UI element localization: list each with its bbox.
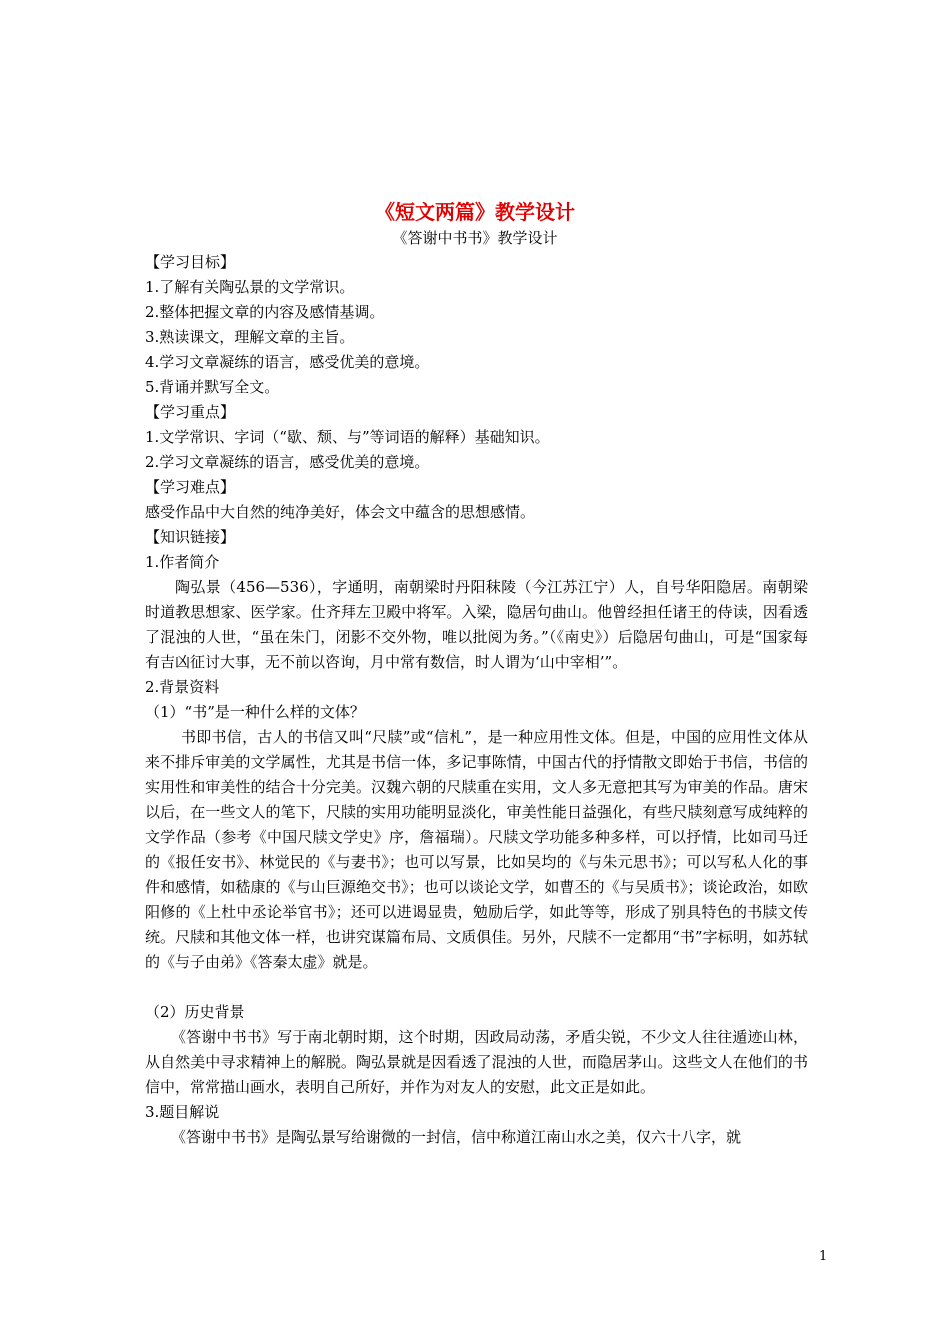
title-explain-paragraph: 《答谢中书书》是陶弘景写给谢微的一封信，信中称道江南山水之美，仅六十八字，就 xyxy=(171,1128,742,1146)
page-number: 1 xyxy=(819,1249,828,1264)
q2-paragraph: 《答谢中书书》写于南北朝时期，这个时期，因政局动荡，矛盾尖锐，不少文人往往遁迹山林，从自然美中寻求精神上的解脱。陶弘景就是因看透了混浊的人世，而隐居茅山。这些文人在他们的书信中，常常描山画水，表明自己所好，并作为对友人的安慰，此文正是如此。 xyxy=(145,1028,808,1096)
focus-item: 2.学习文章凝练的语言，感受优美的意境。 xyxy=(145,453,430,471)
author-paragraph: 陶弘景（456—536），字通明，南朝梁时丹阳秣陵（今江苏江宁）人，自号华阳隐居。南朝梁时道教思想家、医学家。仕齐拜左卫殿中将军。入梁，隐居句曲山。他曾经担任诸王的侍读，因看透了混浊的人世，“虽在朱门，闭影不交外物，唯以批阅为务。”（《南史》）后隐居句曲山，可是“国家每有吉凶征讨大事，无不前以咨询，月中常有数信，时人谓为‘山中宰相’”。 xyxy=(145,578,808,671)
section-header-difficulty: 【学习难点】 xyxy=(145,478,236,496)
background-heading: 2.背景资料 xyxy=(145,678,220,696)
difficulty-text: 感受作品中大自然的纯净美好，体会文中蕴含的思想感情。 xyxy=(145,503,536,521)
q1-paragraph: 书即书信，古人的书信又叫“尺牍”或“信札”，是一种应用性文体。但是，中国的应用性文体从来不排斥审美的文学属性，尤其是书信一体，多记事陈情，中国古代的抒情散文即始于书信，书信的实用性和审美性的结合十分完美。汉魏六朝的尺牍重在实用，文人多无意把其写为审美的作品。唐宋以后，在一些文人的笔下，尺牍的实用功能明显淡化，审美性能日益强化，有些尺牍刻意写成纯粹的文学作品（参考《中国尺牍文学史》序，詹福瑞）。尺牍文学功能多种多样，可以抒情，比如司马迁的《报任安书》、林觉民的《与妻书》；也可以写景，比如吴均的《与朱元思书》；可以写私人化的事件和感情，如嵇康的《与山巨源绝交书》；也可以谈论文学，如曹丕的《与吴质书》；谈论政治，如欧阳修的《上杜中丞论举官书》；还可以进谒显贵，勉励后学，如此等等，形成了别具特色的书牍文传统。尺牍和其他文体一样，也讲究谋篇布局、文质俱佳。另外，尺牍不一定都用“书”字标明，如苏轼的《与子由弟》《答秦太虚》就是。 xyxy=(145,728,808,971)
document-body xyxy=(145,250,808,1150)
goal-item: 2.整体把握文章的内容及感情基调。 xyxy=(145,303,385,321)
goal-item: 3.熟读课文，理解文章的主旨。 xyxy=(145,328,355,346)
document-title: 《短文两篇》教学设计 xyxy=(375,200,575,224)
spacer xyxy=(145,975,808,1000)
document-subtitle: 《答谢中书书》教学设计 xyxy=(392,229,558,247)
q1-heading: （1）“书”是一种什么样的文体？ xyxy=(145,703,365,721)
q2-heading: （2）历史背景 xyxy=(145,1003,245,1021)
section-header-knowledge: 【知识链接】 xyxy=(145,528,236,546)
goal-item: 1.了解有关陶弘景的文学常识。 xyxy=(145,278,355,296)
section-header-focus: 【学习重点】 xyxy=(145,403,236,421)
goal-item: 5.背诵并默写全文。 xyxy=(145,378,280,396)
author-heading: 1.作者简介 xyxy=(145,553,220,571)
section-header-goals: 【学习目标】 xyxy=(145,253,236,271)
focus-item: 1.文学常识、字词（“歇、颓、与”等词语的解释）基础知识。 xyxy=(145,428,550,446)
title-explain-heading: 3.题目解说 xyxy=(145,1103,220,1121)
goal-item: 4.学习文章凝练的语言，感受优美的意境。 xyxy=(145,353,430,371)
